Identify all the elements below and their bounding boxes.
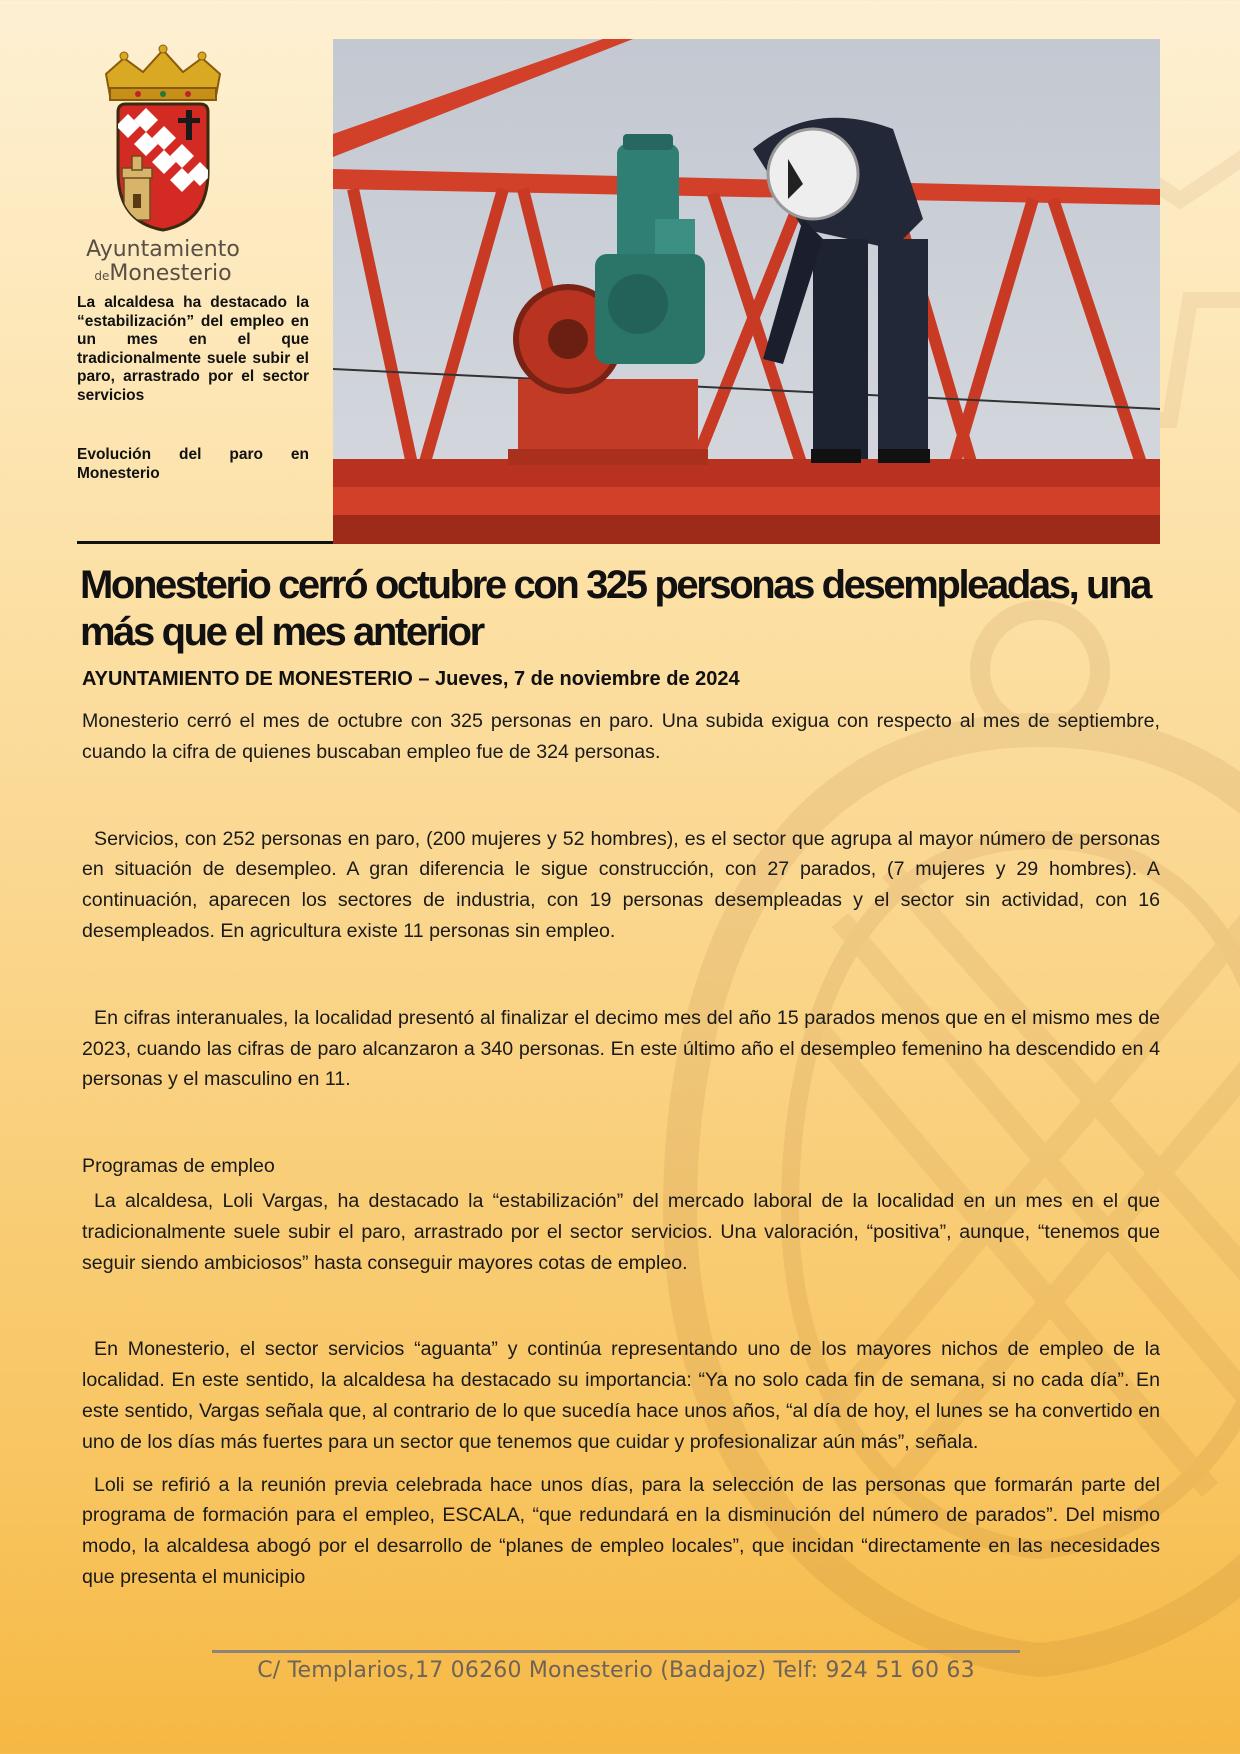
sidebar-divider bbox=[77, 541, 336, 544]
article-byline: AYUNTAMIENTO DE MONESTERIO – Jueves, 7 de noviembre de 2024 bbox=[82, 668, 740, 690]
article-title: Monesterio cerró octubre con 325 personas desempleadas, una más que el mes anterior bbox=[80, 563, 1150, 654]
logo-line-2-prefix: de bbox=[94, 269, 110, 283]
paragraph-6: Loli se refirió a la reunión previa celebrada hace unos días, para la selección de las personas que formarán parte del programa de formación para el empleo, ESCALA, “que redundará en la disminución del número de parados”. Del mismo modo, la alcaldesa abogó por el desarrollo de “planes de empleo locales”, que incidan “directamente en las necesidades que presenta el municipio bbox=[82, 1473, 1160, 1588]
crown-icon bbox=[106, 45, 220, 100]
paragraph-5: En Monesterio, el sector servicios “aguanta” y continúa representando uno de los mayores nichos de empleo de la localidad. En este sentido, la alcaldesa ha destacado su importancia: “Ya no solo cada fin de semana, si no cada día”. En este sentido, Vargas señala que, al contrario de lo que sucedía hace unos años, “al día de hoy, el lunes se ha convertido en uno de los días más fuertes para un sector que tenemos que cuidar y profesionalizar aún más”, señala. bbox=[82, 1338, 1160, 1453]
paragraph-2: Servicios, con 252 personas en paro, (200 mujeres y 52 hombres), es el sector que agrupa al mayor número de personas en situación de desempleo. A gran diferencia le sigue construcción, con 27 parados, (7 mujeres y 29 hombres). A continuación, aparecen los sectores de industria, con 19 personas desempleadas y el sector sin actividad, con 16 desempleados. En agricultura existe 11 personas sin empleo. bbox=[82, 827, 1160, 942]
footer-divider bbox=[212, 1650, 1020, 1653]
sidebar-pullquote: La alcaldesa ha destacado la “estabilización” del empleo en un mes en el que tradicionalmente suele subir el paro, arrastrado por el sector servicios bbox=[77, 294, 309, 404]
logo-line-2 bbox=[78, 262, 248, 288]
photo-caption: Evolución del paro en Monesterio bbox=[77, 446, 309, 482]
paragraph-1: Monesterio cerró el mes de octubre con 325 personas en paro. Una subida exigua con respecto al mes de septiembre, cuando la cifra de quienes buscaban empleo fue de 324 personas. bbox=[82, 710, 1160, 763]
logo-line-2-name: Monesterio bbox=[109, 261, 232, 286]
footer-address: C/ Templarios,17 06260 Monesterio (Badajoz) Telf: 924 51 60 63 bbox=[257, 1658, 975, 1683]
article-photo bbox=[333, 39, 1160, 544]
logo-line-1: Ayuntamiento bbox=[86, 237, 240, 262]
logo-wordmark bbox=[78, 238, 248, 288]
paragraph-4: La alcaldesa, Loli Vargas, ha destacado la “estabilización” del mercado laboral de la localidad en un mes en el que tradicionalmente suele subir el paro, arrastrado por el sector servicios. Una valoración, “positiva”, aunque, “tenemos que seguir siendo ambiciosos” hasta conseguir mayores cotas de empleo. bbox=[82, 1189, 1160, 1274]
paragraph-3: En cifras interanuales, la localidad presentó al finalizar el decimo mes del año 15 parados menos que en el mismo mes de 2023, cuando las cifras de paro alcanzaron a 340 personas. En este último año el desempleo femenino ha descendido en 4 personas y el masculino en 11. bbox=[82, 1006, 1160, 1091]
article-body bbox=[82, 706, 1160, 1593]
section-subheading: Programas de empleo bbox=[82, 1155, 275, 1178]
